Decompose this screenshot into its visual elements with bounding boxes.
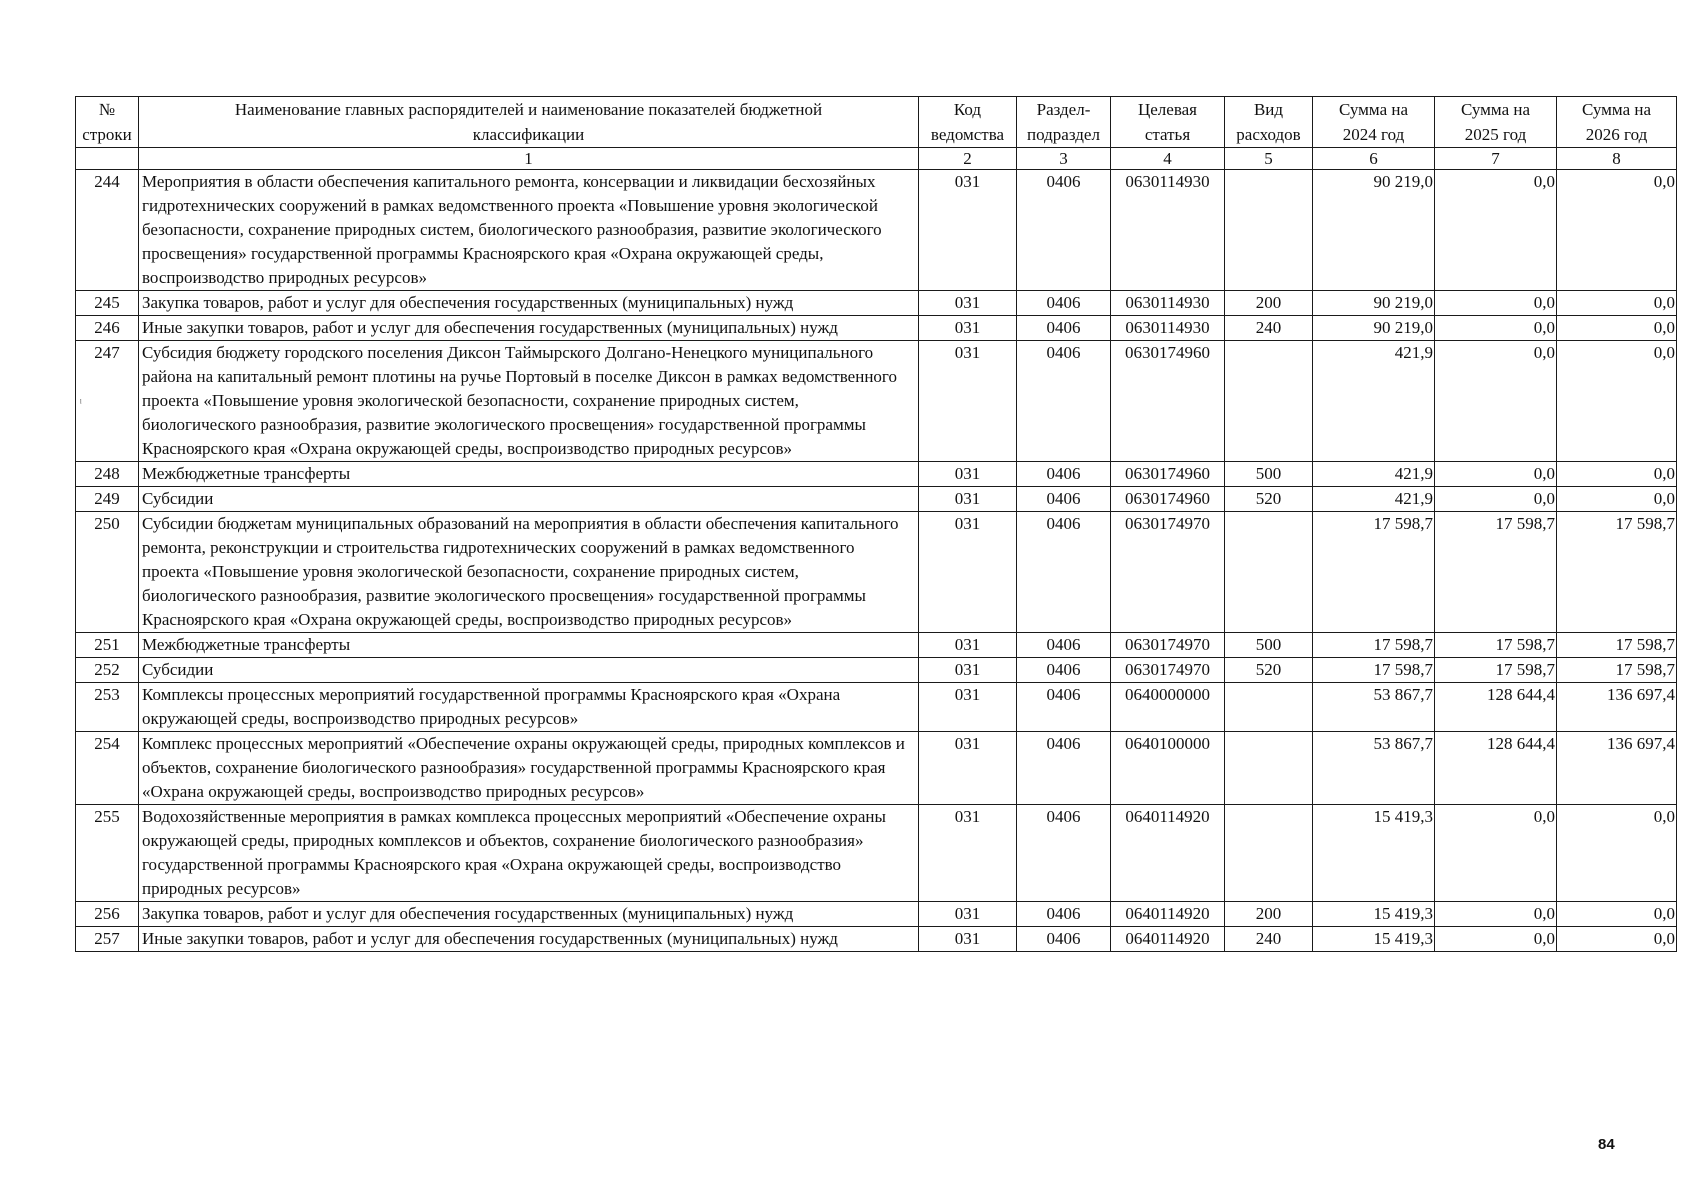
row-number: 248	[76, 462, 139, 487]
sum-2025: 128 644,4	[1435, 732, 1557, 805]
target-item: 0640000000	[1111, 683, 1225, 732]
column-number: 5	[1225, 148, 1313, 170]
target-item: 0640114920	[1111, 927, 1225, 952]
dept-code: 031	[919, 487, 1017, 512]
target-item: 0640114920	[1111, 902, 1225, 927]
expense-type	[1225, 732, 1313, 805]
sum-2024: 53 867,7	[1313, 683, 1435, 732]
row-name: Комплексы процессных мероприятий государственной программы Красноярского края «Охрана окружающей среды, воспроизводство природных ресурсов»	[139, 683, 919, 732]
section-code: 0406	[1017, 902, 1111, 927]
target-item: 0630114930	[1111, 291, 1225, 316]
row-name: Мероприятия в области обеспечения капитального ремонта, консервации и ликвидации бесхозяйных гидротехнических сооружений в рамках ведомственного проекта «Повышение уровня экологической безопасности, сохранение природных систем, биологического разнообразия, развитие экологического просвещения» государственной программы Красноярского края «Охрана окружающей среды, воспроизводство природных ресурсов»	[139, 170, 919, 291]
sum-2025: 128 644,4	[1435, 683, 1557, 732]
row-name: Закупка товаров, работ и услуг для обеспечения государственных (муниципальных) нужд	[139, 902, 919, 927]
sum-2024: 90 219,0	[1313, 316, 1435, 341]
table-row	[76, 805, 1677, 902]
section-code: 0406	[1017, 462, 1111, 487]
sum-2026: 17 598,7	[1557, 658, 1677, 683]
row-number: 252	[76, 658, 139, 683]
row-number: 250	[76, 512, 139, 633]
sum-2025: 0,0	[1435, 341, 1557, 462]
expense-type: 240	[1225, 927, 1313, 952]
table-row	[76, 902, 1677, 927]
expense-type: 500	[1225, 462, 1313, 487]
sum-2026: 17 598,7	[1557, 633, 1677, 658]
row-name: Иные закупки товаров, работ и услуг для обеспечения государственных (муниципальных) нужд	[139, 316, 919, 341]
table-row	[76, 341, 1677, 462]
header-sum-2025: Сумма на 2025 год	[1435, 97, 1557, 148]
section-code: 0406	[1017, 732, 1111, 805]
section-code: 0406	[1017, 658, 1111, 683]
row-number: 253	[76, 683, 139, 732]
target-item: 0630114930	[1111, 170, 1225, 291]
row-name: Межбюджетные трансферты	[139, 462, 919, 487]
sum-2025: 0,0	[1435, 902, 1557, 927]
row-number: 244	[76, 170, 139, 291]
row-number: 255	[76, 805, 139, 902]
column-number	[76, 148, 139, 170]
column-number: 2	[919, 148, 1017, 170]
page-number: 84	[1598, 1136, 1615, 1153]
column-number: 3	[1017, 148, 1111, 170]
sum-2025: 0,0	[1435, 170, 1557, 291]
header-target-item: Целевая статья	[1111, 97, 1225, 148]
target-item: 0640114920	[1111, 805, 1225, 902]
sum-2026: 0,0	[1557, 902, 1677, 927]
section-code: 0406	[1017, 291, 1111, 316]
sum-2025: 17 598,7	[1435, 633, 1557, 658]
sum-2024: 17 598,7	[1313, 658, 1435, 683]
section-code: 0406	[1017, 316, 1111, 341]
column-number-row	[76, 148, 1677, 170]
sum-2025: 0,0	[1435, 462, 1557, 487]
header-row	[76, 97, 1677, 148]
target-item: 0630174970	[1111, 658, 1225, 683]
stray-mark: ˡ	[80, 398, 82, 409]
sum-2025: 17 598,7	[1435, 658, 1557, 683]
row-number: 256	[76, 902, 139, 927]
header-dept-code: Код ведомства	[919, 97, 1017, 148]
header-row-no: № строки	[76, 97, 139, 148]
table-row	[76, 683, 1677, 732]
dept-code: 031	[919, 805, 1017, 902]
table-row	[76, 927, 1677, 952]
column-number: 6	[1313, 148, 1435, 170]
sum-2026: 0,0	[1557, 462, 1677, 487]
row-name: Иные закупки товаров, работ и услуг для обеспечения государственных (муниципальных) нужд	[139, 927, 919, 952]
dept-code: 031	[919, 658, 1017, 683]
header-expense-type: Вид расходов	[1225, 97, 1313, 148]
row-name: Субсидии	[139, 658, 919, 683]
table-body	[76, 170, 1677, 952]
sum-2024: 421,9	[1313, 341, 1435, 462]
section-code: 0406	[1017, 633, 1111, 658]
table-row	[76, 170, 1677, 291]
expense-type	[1225, 170, 1313, 291]
target-item: 0630174960	[1111, 487, 1225, 512]
row-number: 254	[76, 732, 139, 805]
row-name: Субсидия бюджету городского поселения Диксон Таймырского Долгано-Ненецкого муниципального района на капитальный ремонт плотины на ручье Портовый в поселке Диксон в рамках ведомственного проекта «Повышение уровня экологической безопасности, сохранение природных систем, биологического разнообразия, развитие экологического просвещения» государственной программы Красноярского края «Охрана окружающей среды, воспроизводство природных ресурсов»	[139, 341, 919, 462]
target-item: 0630174960	[1111, 341, 1225, 462]
header-sum-2026: Сумма на 2026 год	[1557, 97, 1677, 148]
sum-2025: 0,0	[1435, 316, 1557, 341]
sum-2024: 53 867,7	[1313, 732, 1435, 805]
sum-2024: 421,9	[1313, 487, 1435, 512]
row-name: Водохозяйственные мероприятия в рамках комплекса процессных мероприятий «Обеспечение охраны окружающей среды, природных комплексов и объектов, сохранение биологического разнообразия» государственной программы Красноярского края «Охрана окружающей среды, воспроизводство природных ресурсов»	[139, 805, 919, 902]
section-code: 0406	[1017, 512, 1111, 633]
row-number: 251	[76, 633, 139, 658]
sum-2026: 0,0	[1557, 341, 1677, 462]
section-code: 0406	[1017, 683, 1111, 732]
header-sum-2024: Сумма на 2024 год	[1313, 97, 1435, 148]
table-row	[76, 487, 1677, 512]
dept-code: 031	[919, 512, 1017, 633]
sum-2024: 90 219,0	[1313, 291, 1435, 316]
column-number: 1	[139, 148, 919, 170]
row-number: 257	[76, 927, 139, 952]
row-name: Закупка товаров, работ и услуг для обеспечения государственных (муниципальных) нужд	[139, 291, 919, 316]
row-name: Межбюджетные трансферты	[139, 633, 919, 658]
table-row	[76, 462, 1677, 487]
table-row	[76, 658, 1677, 683]
sum-2025: 0,0	[1435, 487, 1557, 512]
sum-2026: 0,0	[1557, 487, 1677, 512]
expense-type	[1225, 683, 1313, 732]
column-number: 7	[1435, 148, 1557, 170]
section-code: 0406	[1017, 927, 1111, 952]
expense-type	[1225, 512, 1313, 633]
expense-type: 520	[1225, 658, 1313, 683]
dept-code: 031	[919, 341, 1017, 462]
section-code: 0406	[1017, 341, 1111, 462]
sum-2025: 0,0	[1435, 927, 1557, 952]
sum-2026: 17 598,7	[1557, 512, 1677, 633]
row-number: 247	[76, 341, 139, 462]
sum-2026: 0,0	[1557, 927, 1677, 952]
dept-code: 031	[919, 732, 1017, 805]
column-number: 8	[1557, 148, 1677, 170]
column-number: 4	[1111, 148, 1225, 170]
sum-2024: 15 419,3	[1313, 805, 1435, 902]
section-code: 0406	[1017, 170, 1111, 291]
dept-code: 031	[919, 462, 1017, 487]
target-item: 0630174970	[1111, 633, 1225, 658]
dept-code: 031	[919, 291, 1017, 316]
table-row	[76, 732, 1677, 805]
dept-code: 031	[919, 683, 1017, 732]
expense-type: 500	[1225, 633, 1313, 658]
sum-2025: 17 598,7	[1435, 512, 1557, 633]
sum-2026: 0,0	[1557, 805, 1677, 902]
budget-table	[75, 96, 1677, 952]
row-number: 246	[76, 316, 139, 341]
header-name: Наименование главных распорядителей и наименование показателей бюджетной классификации	[139, 97, 919, 148]
table-row	[76, 291, 1677, 316]
sum-2026: 0,0	[1557, 170, 1677, 291]
sum-2024: 90 219,0	[1313, 170, 1435, 291]
dept-code: 031	[919, 633, 1017, 658]
row-number: 249	[76, 487, 139, 512]
sum-2024: 15 419,3	[1313, 902, 1435, 927]
sum-2026: 0,0	[1557, 291, 1677, 316]
dept-code: 031	[919, 927, 1017, 952]
target-item: 0630174960	[1111, 462, 1225, 487]
expense-type: 200	[1225, 902, 1313, 927]
expense-type: 240	[1225, 316, 1313, 341]
dept-code: 031	[919, 316, 1017, 341]
target-item: 0630174970	[1111, 512, 1225, 633]
row-number: 245	[76, 291, 139, 316]
section-code: 0406	[1017, 805, 1111, 902]
row-name: Субсидии бюджетам муниципальных образований на мероприятия в области обеспечения капитального ремонта, реконструкции и строительства гидротехнических сооружений в рамках ведомственного проекта «Повышение уровня экологической безопасности, сохранение природных систем, биологического разнообразия, развитие экологического просвещения» государственной программы Красноярского края «Охрана окружающей среды, воспроизводство природных ресурсов»	[139, 512, 919, 633]
dept-code: 031	[919, 170, 1017, 291]
dept-code: 031	[919, 902, 1017, 927]
sum-2026: 136 697,4	[1557, 683, 1677, 732]
target-item: 0640100000	[1111, 732, 1225, 805]
expense-type	[1225, 341, 1313, 462]
sum-2026: 136 697,4	[1557, 732, 1677, 805]
expense-type	[1225, 805, 1313, 902]
sum-2026: 0,0	[1557, 316, 1677, 341]
table-row	[76, 316, 1677, 341]
sum-2024: 17 598,7	[1313, 512, 1435, 633]
table-row	[76, 633, 1677, 658]
header-section: Раздел- подраздел	[1017, 97, 1111, 148]
sum-2024: 421,9	[1313, 462, 1435, 487]
row-name: Комплекс процессных мероприятий «Обеспечение охраны окружающей среды, природных комплексов и объектов, сохранение биологического разнообразия» государственной программы Красноярского края «Охрана окружающей среды, воспроизводство природных ресурсов»	[139, 732, 919, 805]
sum-2025: 0,0	[1435, 291, 1557, 316]
sum-2024: 15 419,3	[1313, 927, 1435, 952]
sum-2025: 0,0	[1435, 805, 1557, 902]
section-code: 0406	[1017, 487, 1111, 512]
row-name: Субсидии	[139, 487, 919, 512]
target-item: 0630114930	[1111, 316, 1225, 341]
expense-type: 520	[1225, 487, 1313, 512]
expense-type: 200	[1225, 291, 1313, 316]
table-row	[76, 512, 1677, 633]
sum-2024: 17 598,7	[1313, 633, 1435, 658]
